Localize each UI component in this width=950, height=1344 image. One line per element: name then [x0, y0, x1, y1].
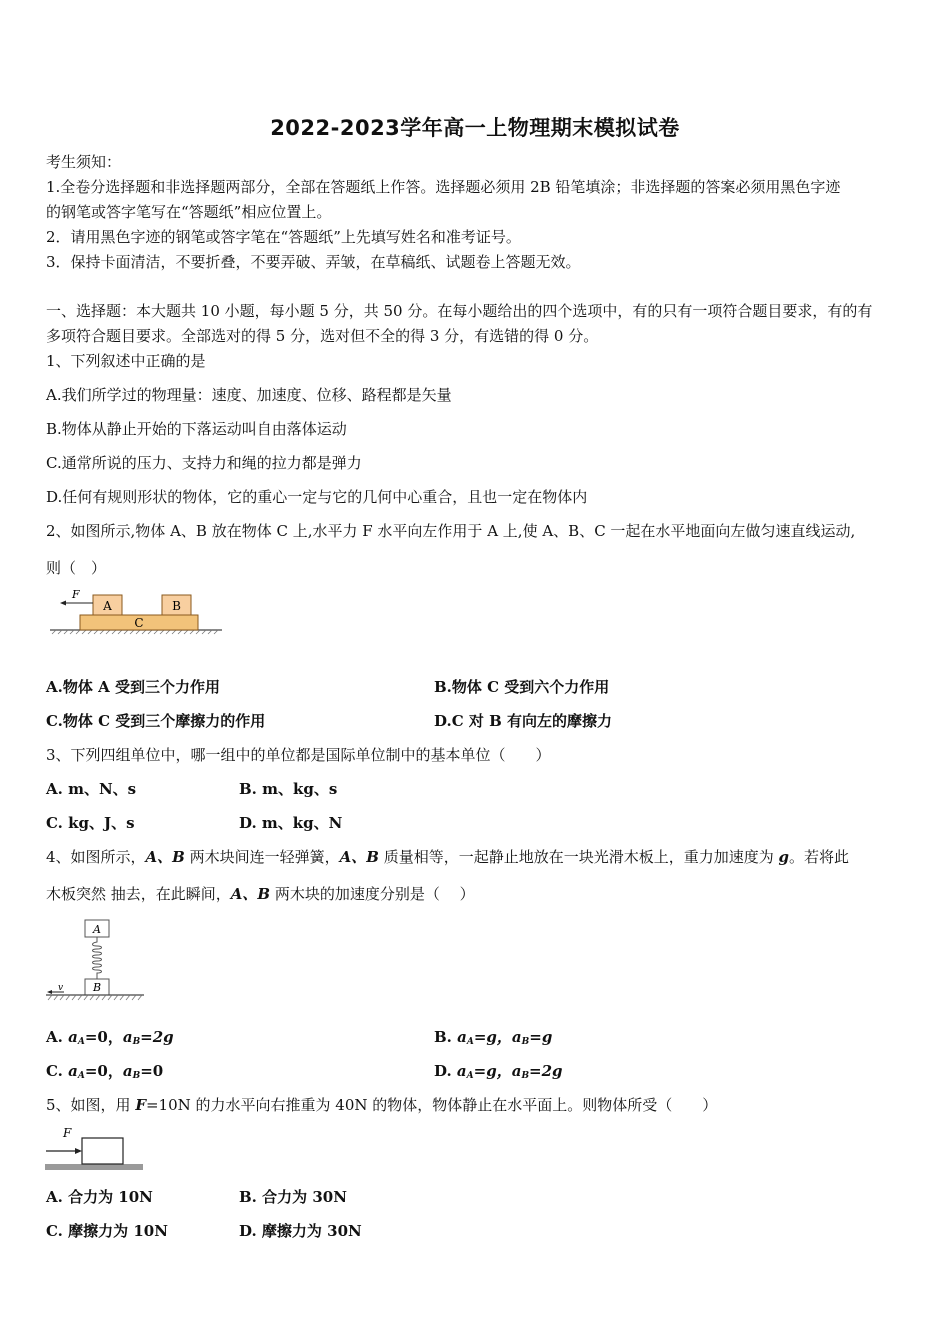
q3-option-c: C. kg、J、s [46, 814, 135, 832]
q2-figure [46, 586, 226, 642]
q4-stem-line1: 4、如图所示，A、B 两木块间连一轻弹簧，A、B 质量相等，一起静止地放在一块光滑木板上，重力加速度为 g。若将此 [46, 848, 850, 866]
q2-label-b: B [172, 599, 181, 613]
section-heading-line2: 多项符合题目要求。全部选对的得 5 分，选对但不全的得 3 分，有选错的得 0 分。 [46, 327, 599, 345]
q5-option-d: D. 摩擦力为 30N [239, 1222, 362, 1240]
q1-stem: 1、下列叙述中正确的是 [46, 352, 206, 370]
notice-item-1: 1.全卷分选择题和非选择题两部分，全部在答题纸上作答。选择题必须用 2B 铅笔填涂；非选择题的答案必须用黑色字迹 [46, 178, 841, 196]
q5-figure [44, 1122, 148, 1174]
q3-option-a: A. m、N、s [46, 780, 137, 798]
q4-label-a: A [93, 923, 101, 936]
notice-item-2: 2．请用黑色字迹的钢笔或答字笔在“答题纸”上先填写姓名和准考证号。 [46, 228, 521, 246]
q4-option-d: D. $a_A=g$，$a_B=2g$ [434, 1062, 563, 1081]
q4-option-b: B. $a_A=g$，$a_B=g$ [434, 1028, 553, 1047]
q5-option-b: B. 合力为 30N [239, 1188, 347, 1206]
q2-option-b: B.物体 C 受到六个力作用 [434, 678, 610, 696]
q5-arrow-head [75, 1148, 82, 1154]
q1-option-a: A.我们所学过的物理量：速度、加速度、位移、路程都是矢量 [46, 386, 452, 404]
notice-item-1-cont: 的钢笔或答字笔写在“答题纸”相应位置上。 [46, 203, 332, 221]
q5-block [82, 1138, 123, 1164]
q4-stem-line2: 木板突然 抽去，在此瞬间，A、B 两木块的加速度分别是（ ） [46, 885, 475, 903]
q2-stem-line2: 则（ ） [46, 559, 107, 577]
q1-option-b: B.物体从静止开始的下落运动叫自由落体运动 [46, 420, 347, 438]
q2-option-c: C.物体 C 受到三个摩擦力的作用 [46, 712, 266, 730]
q3-option-b: B. m、kg、s [239, 780, 338, 798]
notice-item-3: 3．保持卡面清洁，不要折叠，不要弄破、弄皱，在草稿纸、试题卷上答题无效。 [46, 253, 581, 271]
q2-option-a: A.物体 A 受到三个力作用 [46, 678, 220, 696]
q1-option-d: D.任何有规则形状的物体，它的重心一定与它的几何中心重合，且也一定在物体内 [46, 488, 588, 506]
q3-option-d: D. m、kg、N [239, 814, 343, 832]
q4-velocity-arrow-head [47, 990, 52, 994]
q2-label-c: C [134, 616, 144, 630]
q4-option-a: A. $a_A=0$，$a_B=2g$ [46, 1028, 174, 1047]
q1-option-c: C.通常所说的压力、支持力和绳的拉力都是弹力 [46, 454, 362, 472]
page-title: 2022-2023学年高一上物理期末模拟试卷 [270, 116, 680, 140]
q5-option-c: C. 摩擦力为 10N [46, 1222, 168, 1240]
q2-stem-line1: 2、如图所示,物体 A、B 放在物体 C 上,水平力 F 水平向左作用于 A 上,使 A、B、C 一起在水平地面向左做匀速直线运动, [46, 522, 856, 540]
q4-label-v: v [58, 983, 64, 993]
q5-ground [45, 1164, 143, 1170]
q2-label-a: A [103, 599, 112, 613]
q4-figure [44, 918, 148, 1008]
q4-label-b: B [92, 981, 102, 994]
q3-stem: 3、下列四组单位中，哪一组中的单位都是国际单位制中的基本单位（ ） [46, 746, 551, 764]
q2-label-f: F [72, 588, 80, 601]
q5-option-a: A. 合力为 10N [46, 1188, 153, 1206]
q5-label-f: F [63, 1126, 72, 1140]
q5-stem: 5、如图，用 F=10N 的力水平向右推重为 40N 的物体，物体静止在水平面上。则物体所受（ ） [46, 1096, 718, 1114]
q2-option-d: D.C 对 B 有向左的摩擦力 [434, 712, 612, 730]
q2-arrow-head [60, 601, 66, 606]
q4-spring [93, 937, 102, 979]
notice-heading: 考生须知： [46, 153, 122, 171]
section-heading-line1: 一、选择题：本大题共 10 小题，每小题 5 分，共 50 分。在每小题给出的四个选项中，有的只有一项符合题目要求，有的有 [46, 302, 873, 320]
q4-option-c: C. $a_A=0$，$a_B=0$ [46, 1062, 164, 1081]
